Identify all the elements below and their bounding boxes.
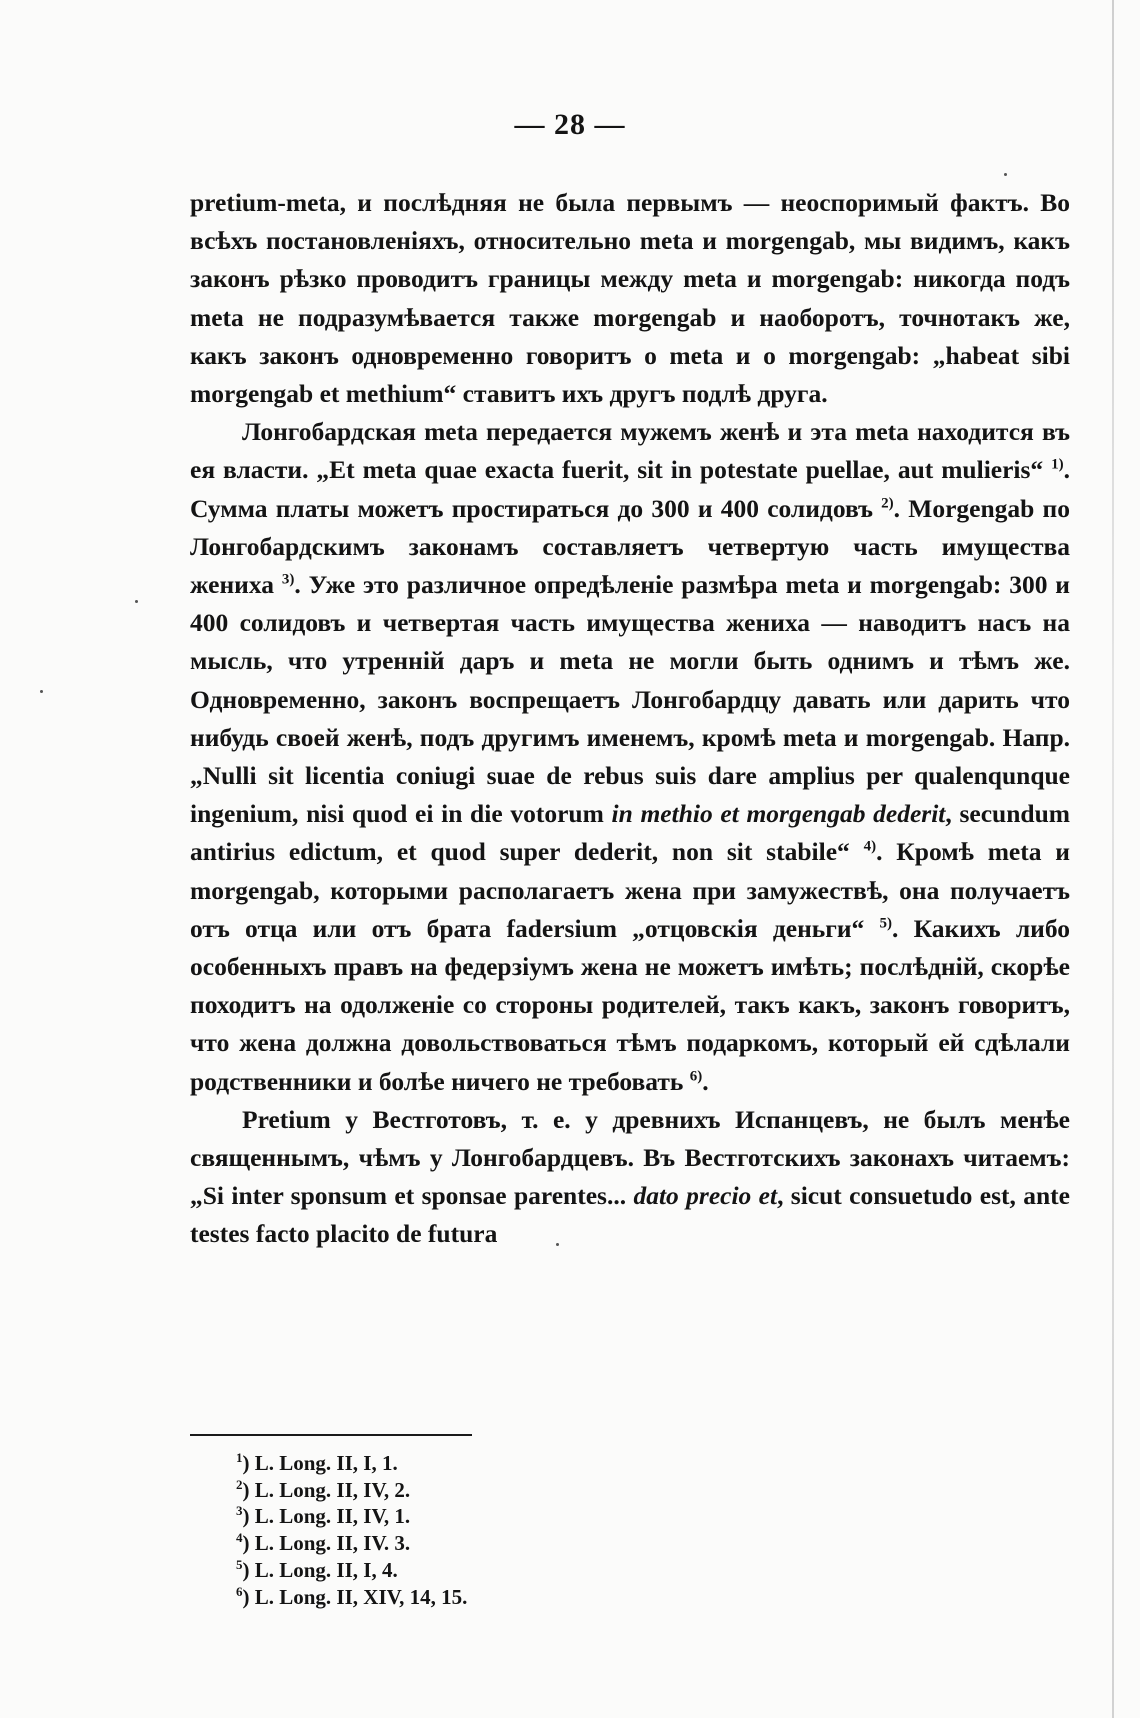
page-number: — 28 — bbox=[514, 108, 626, 141]
footnote bbox=[236, 1557, 467, 1584]
paragraph-3-text: Pretium у Вестготовъ, т. е. у древнихъ Испанцевъ, не былъ менѣе священнымъ, чѣмъ у Лонгобардцевъ. Въ Вестготскихъ законахъ читаемъ: „Si inter sponsum et sponsae parentes... bbox=[190, 1104, 1070, 1211]
paragraph-2-text: . bbox=[702, 1066, 709, 1096]
paragraph-2-text: , secundum antirius edictum, et quod super dederit, non sit stabile“ bbox=[190, 799, 1070, 867]
paragraph-2 bbox=[190, 413, 1070, 1101]
footnote-text: ) L. Long. II, IV, 2. bbox=[242, 1477, 411, 1502]
footnote-ref: 3) bbox=[281, 571, 295, 588]
body-text bbox=[190, 184, 1070, 1254]
footnotes bbox=[236, 1450, 467, 1610]
paragraph-1-text: pretium-meta, и послѣдняя не была первымъ — неоспоримый фактъ. Во всѣхъ постановленіяхъ, относительно meta и morgengab, мы видимъ, какъ законъ рѣзко проводитъ границы между meta и morgengab: никогда подъ meta не подразумѣвается также morgengab и наоборотъ, точнотакъ же, какъ законъ одновременно говоритъ о meta и о morgengab: „habeat sibi morgengab et methium“ ставитъ ихъ другъ подлѣ друга. bbox=[190, 188, 1070, 409]
footnote-ref: 6) bbox=[689, 1068, 703, 1085]
footnote-text: ) L. Long. II, IV. 3. bbox=[242, 1531, 411, 1556]
paragraph-3 bbox=[190, 1101, 1070, 1254]
footnote-ref: 5) bbox=[879, 915, 893, 932]
italic-phrase: dato precio et bbox=[633, 1181, 778, 1211]
footnote-text: ) L. Long. II, IV, 1. bbox=[242, 1504, 411, 1529]
footnote-mark: 1 bbox=[236, 1450, 243, 1465]
footnote bbox=[236, 1530, 467, 1557]
footnote-mark: 2 bbox=[236, 1476, 243, 1492]
footnote-ref: 2) bbox=[881, 495, 894, 512]
footnote-text: ) L. Long. II, I, 4. bbox=[242, 1557, 398, 1582]
italic-phrase: in methio et morgengab dederit bbox=[611, 799, 946, 829]
footnote-ref: 1) bbox=[1051, 456, 1064, 473]
paragraph-2-text: . Какихъ либо особенныхъ правъ на федерзіумъ жена не можетъ имѣть; послѣдній, скорѣе походитъ на одолженіе со стороны родителей, такъ какъ, законъ говоритъ, что жена должна довольствоваться тѣмъ подаркомъ, который ей сдѣлали родственники и болѣе ничего не требовать bbox=[190, 913, 1070, 1096]
paragraph-2-text: . Кромѣ meta и morgengab, которыми располагаетъ жена при замужествѣ, она получаетъ отъ отца или отъ брата fadersium „отцовскія деньги“ bbox=[190, 837, 1070, 943]
scan-speck bbox=[1004, 173, 1007, 176]
footnote bbox=[236, 1450, 467, 1477]
footnote bbox=[236, 1584, 467, 1611]
paragraph-2-text: . Morgengab по Лонгобардскимъ законамъ составляетъ четвертую часть имущества жениха bbox=[190, 493, 1070, 600]
scan-edge bbox=[1112, 0, 1114, 1718]
footnote-ref: 4) bbox=[863, 838, 877, 855]
paragraph-1 bbox=[190, 184, 1070, 413]
paragraph-3-text: , sicut consuetudo est, ante testes facto placito de futura bbox=[190, 1181, 1070, 1249]
paragraph-2-text: . Уже это различное опредѣленіе размѣра meta и morgengab: 300 и 400 солидовъ и четвертая часть имущества жениха — наводитъ насъ на мысль, что утренній даръ и meta не могли быть однимъ и тѣмъ же. Одновременно, законъ воспрещаетъ Лонгобардцу давать или дарить что нибудь своей женѣ, подъ другимъ именемъ, кромѣ meta и morgengab. Напр. „Nulli sit licentia coniugi suae de rebus suis dare amplius per qualenqunque ingenium, nisi quod ei in die votorum bbox=[190, 570, 1070, 829]
scan-speck bbox=[135, 600, 138, 603]
scan-speck bbox=[40, 690, 43, 693]
paragraph-2-text: Лонгобардская meta передается мужемъ женѣ и эта meta находится въ ея власти. „Et meta quae exacta fuerit, sit in potestate puellae, aut mulieris“ bbox=[190, 417, 1070, 485]
footnote-mark: 5 bbox=[236, 1556, 243, 1572]
footnote-divider bbox=[190, 1434, 472, 1436]
footnote-mark: 3 bbox=[236, 1503, 243, 1519]
footnote-mark: 4 bbox=[236, 1530, 243, 1546]
footnote-text: ) L. Long. II, XIV, 14, 15. bbox=[242, 1584, 468, 1609]
paragraph-2-text: . Сумма платы можетъ простираться до 300 и 400 солидовъ bbox=[190, 455, 1070, 523]
footnote-text: ) L. Long. II, I, 1. bbox=[242, 1451, 398, 1475]
footnote bbox=[236, 1503, 467, 1530]
footnote bbox=[236, 1477, 467, 1504]
footnote-mark: 6 bbox=[236, 1583, 243, 1599]
